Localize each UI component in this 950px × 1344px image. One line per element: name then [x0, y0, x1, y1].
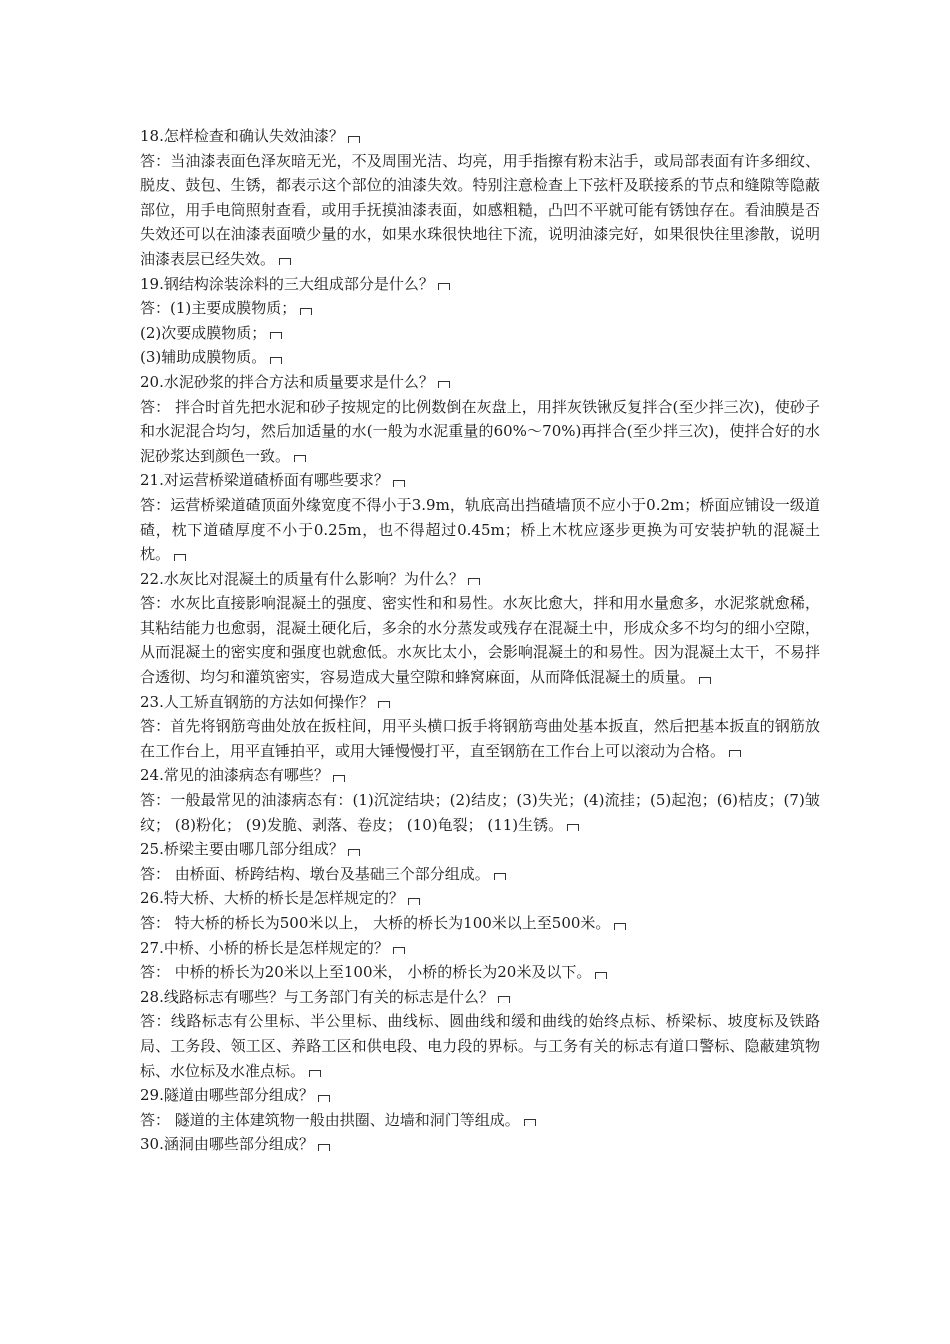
answer-27: 答： 中桥的桥长为20米以上至100米， 小桥的桥长为20米及以下。: [140, 960, 820, 985]
paragraph-mark-icon: [300, 308, 312, 315]
paragraph-mark-icon: [270, 332, 282, 339]
paragraph-mark-icon: [567, 824, 579, 831]
paragraph-mark-icon: [318, 1095, 330, 1102]
paragraph-mark-icon: [348, 849, 360, 856]
question-30: 30.涵洞由哪些部分组成？: [140, 1132, 820, 1157]
paragraph-mark-icon: [348, 136, 360, 143]
paragraph-mark-icon: [393, 480, 405, 487]
qa-24: [140, 763, 820, 837]
question-22: 22.水灰比对混凝土的质量有什么影响？为什么？: [140, 567, 820, 592]
question-20: 20.水泥砂浆的拌合方法和质量要求是什么？: [140, 370, 820, 395]
paragraph-mark-icon: [294, 455, 306, 462]
paragraph-mark-icon: [729, 750, 741, 757]
paragraph-mark-icon: [438, 381, 450, 388]
answer-26: 答： 特大桥的桥长为500米以上， 大桥的桥长为100米以上至500米。: [140, 911, 820, 936]
paragraph-mark-icon: [524, 1119, 536, 1126]
qa-23: [140, 690, 820, 764]
qa-26: [140, 886, 820, 935]
answer-23: 答：首先将钢筋弯曲处放在扳柱间，用平头横口扳手将钢筋弯曲处基本扳直，然后把基本扳直的钢筋放在工作台上，用平直锤拍平，或用大锤慢慢打平，直至钢筋在工作台上可以滚动为合格。: [140, 717, 820, 760]
paragraph-mark-icon: [408, 898, 420, 905]
answer-24: 答：一般最常见的油漆病态有：(1)沉淀结块；(2)结皮；(3)失光；(4)流挂；(5)起泡；(6)桔皮；(7)皱纹； (8)粉化； (9)发脆、剥落、卷皮； (10)龟裂； (11)生锈。: [140, 791, 820, 834]
paragraph-mark-icon: [494, 873, 506, 880]
question-29: 29.隧道由哪些部分组成？: [140, 1083, 820, 1108]
qa-20: [140, 370, 820, 468]
document-body: [140, 124, 820, 1157]
question-28: 28.线路标志有哪些？与工务部门有关的标志是什么？: [140, 985, 820, 1010]
question-19: 19.钢结构涂装涂料的三大组成部分是什么？: [140, 272, 820, 297]
paragraph-mark-icon: [438, 283, 450, 290]
qa-21: [140, 468, 820, 566]
answer-19-item-3: (3)辅助成膜物质。: [140, 345, 820, 370]
question-24: 24.常见的油漆病态有哪些？: [140, 763, 820, 788]
paragraph-mark-icon: [333, 775, 345, 782]
answer-18: 答：当油漆表面色泽灰暗无光，不及周围光洁、均亮，用手指擦有粉末沾手，或局部表面有许多细纹、脱皮、鼓包、生锈，都表示这个部位的油漆失效。特别注意检查上下弦杆及联接系的节点和缝隙等隐蔽部位，用手电筒照射查看，或用手抚摸油漆表面，如感粗糙，凸凹不平就可能有锈蚀存在。看油膜是否失效还可以在油漆表面喷少量的水，如果水珠很快地往下流，说明油漆完好，如果很快往里渗散，说明油漆表层已经失效。: [140, 151, 820, 268]
paragraph-mark-icon: [270, 357, 282, 364]
answer-21: 答：运营桥梁道碴顶面外缘宽度不得小于3.9m，轨底高出挡碴墙顶不应小于0.2m；桥面应铺设一级道碴，枕下道碴厚度不小于0.25m，也不得超过0.45m；桥上木枕应逐步更换为可安装护轨的混凝土枕。: [140, 495, 820, 564]
qa-30: [140, 1132, 820, 1157]
answer-22: 答：水灰比直接影响混凝土的强度、密实性和和易性。水灰比愈大，拌和用水量愈多，水泥浆就愈稀，其粘结能力也愈弱，混凝土硬化后，多余的水分蒸发或残存在混凝土中，形成众多不均匀的细小空隙，从而混凝土的密实度和强度也就愈低。水灰比太小，会影响混凝土的和易性。因为混凝土太干，不易拌合透彻、均匀和灌筑密实，容易造成大量空隙和蜂窝麻面，从而降低混凝土的质量。: [140, 594, 820, 687]
paragraph-mark-icon: [393, 947, 405, 954]
paragraph-mark-icon: [279, 258, 291, 265]
qa-19: [140, 272, 820, 370]
paragraph-mark-icon: [318, 1144, 330, 1151]
paragraph-mark-icon: [614, 923, 626, 930]
qa-28: [140, 985, 820, 1083]
qa-27: [140, 936, 820, 985]
answer-25: 答： 由桥面、桥跨结构、墩台及基础三个部分组成。: [140, 862, 820, 887]
answer-28: 答：线路标志有公里标、半公里标、曲线标、圆曲线和缓和曲线的始终点标、桥梁标、坡度标及铁路局、工务段、领工区、养路工区和供电段、电力段的界标。与工务有关的标志有道口警标、隐蔽建筑物标、水位标及水准点标。: [140, 1012, 820, 1080]
paragraph-mark-icon: [468, 578, 480, 585]
answer-19: 答：(1)主要成膜物质；: [140, 296, 820, 321]
question-21: 21.对运营桥梁道碴桥面有哪些要求？: [140, 468, 820, 493]
question-27: 27.中桥、小桥的桥长是怎样规定的？: [140, 936, 820, 961]
paragraph-mark-icon: [309, 1070, 321, 1077]
question-26: 26.特大桥、大桥的桥长是怎样规定的？: [140, 886, 820, 911]
paragraph-mark-icon: [595, 972, 607, 979]
qa-25: [140, 837, 820, 886]
qa-22: [140, 567, 820, 690]
answer-19-item-2: (2)次要成膜物质；: [140, 321, 820, 346]
qa-29: [140, 1083, 820, 1132]
question-18: 18.怎样检查和确认失效油漆？: [140, 124, 820, 149]
paragraph-mark-icon: [378, 701, 390, 708]
paragraph-mark-icon: [699, 677, 711, 684]
question-25: 25.桥梁主要由哪几部分组成？: [140, 837, 820, 862]
paragraph-mark-icon: [174, 554, 186, 561]
question-23: 23.人工矫直钢筋的方法如何操作？: [140, 690, 820, 715]
answer-20: 答： 拌合时首先把水泥和砂子按规定的比例数倒在灰盘上，用拌灰铁锹反复拌合(至少拌三次)，使砂子和水泥混合均匀，然后加适量的水(一般为水泥重量的60%～70%)再拌合(至少拌三次)，使拌合好的水泥砂浆达到颜色一致。: [140, 397, 820, 465]
qa-18: [140, 124, 820, 272]
paragraph-mark-icon: [498, 996, 510, 1003]
answer-29: 答： 隧道的主体建筑物一般由拱圈、边墙和洞门等组成。: [140, 1108, 820, 1133]
